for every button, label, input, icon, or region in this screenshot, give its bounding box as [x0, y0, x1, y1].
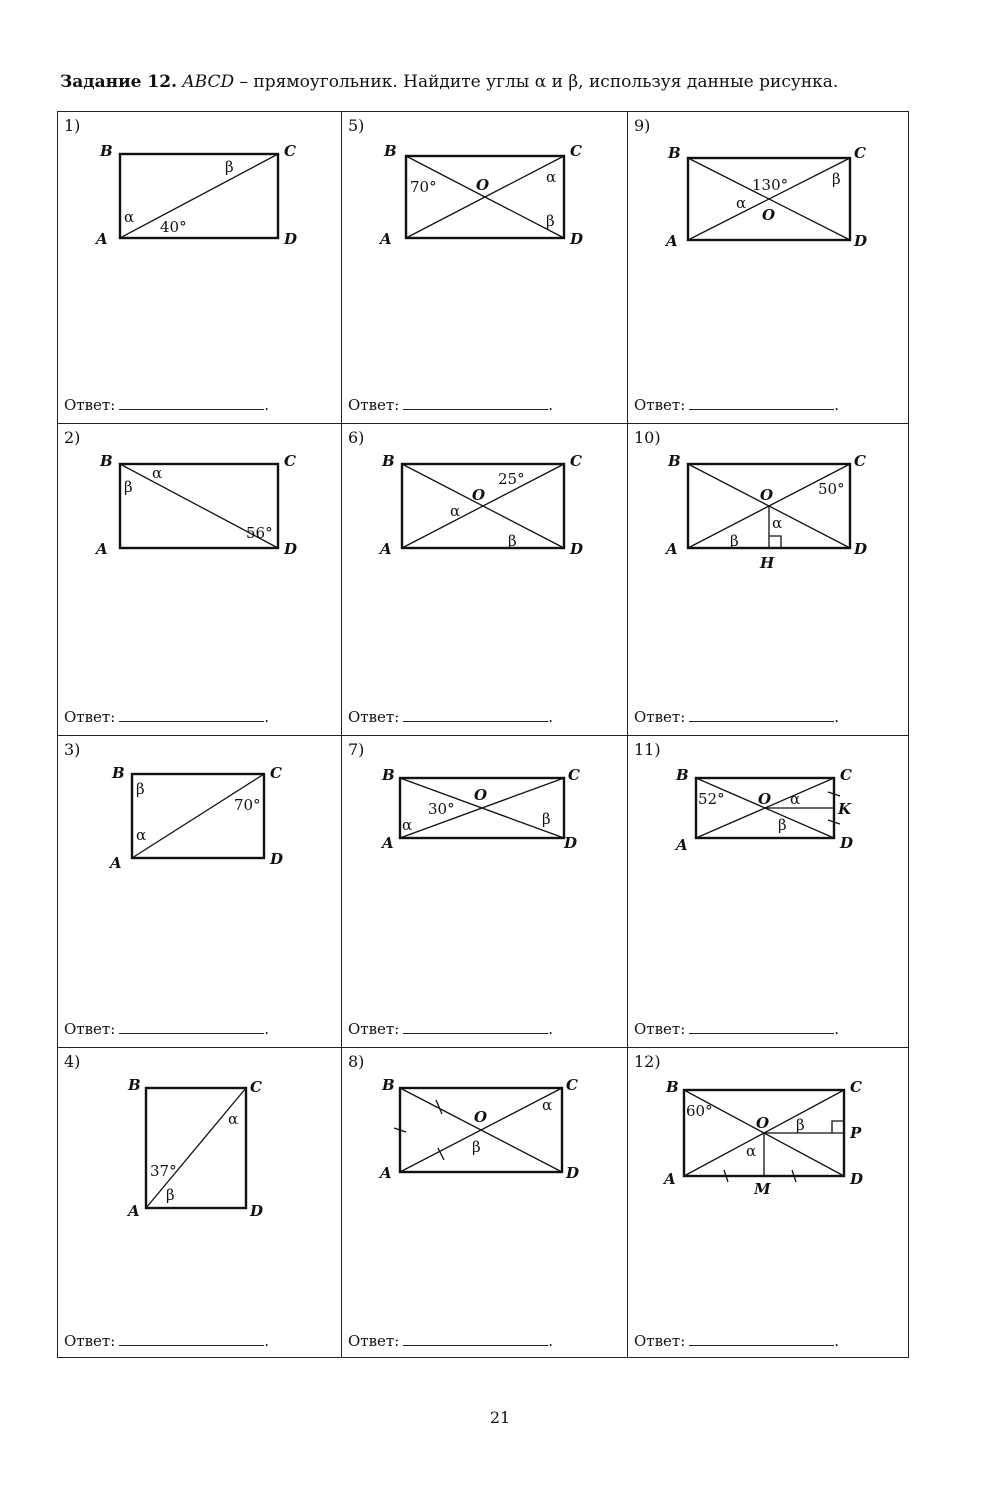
problem-number: 11): [634, 740, 661, 759]
vertex-label: O: [474, 1108, 488, 1126]
angle-label: β: [778, 816, 787, 834]
angle-label: α: [542, 1096, 553, 1114]
vertex-label: B: [666, 1078, 679, 1096]
figure-6: [342, 424, 626, 684]
vertex-label: D: [564, 834, 578, 852]
vertex-label: C: [284, 452, 296, 470]
answer-line: Ответ: .: [634, 1019, 840, 1038]
vertex-label: A: [666, 540, 678, 558]
angle-label: β: [542, 810, 551, 828]
vertex-label: B: [668, 144, 681, 162]
answer-blank[interactable]: [119, 1333, 264, 1346]
problem-2: [58, 424, 342, 736]
answer-blank[interactable]: [403, 709, 548, 722]
vertex-label: C: [840, 766, 852, 784]
figure-3: [58, 736, 342, 996]
vertex-label: C: [284, 142, 296, 160]
vertex-label: B: [128, 1076, 141, 1094]
problem-3: [58, 736, 342, 1048]
angle-label: β: [832, 170, 841, 188]
angle-label: 130°: [752, 176, 789, 194]
angle-label: α: [136, 826, 147, 844]
angle-label: α: [772, 514, 783, 532]
answer-line: Ответ: .: [634, 1331, 840, 1350]
figure-9: [628, 112, 912, 372]
problem-8: [342, 1048, 626, 1360]
angle-label: β: [124, 478, 133, 496]
vertex-label: B: [676, 766, 689, 784]
answer-blank[interactable]: [689, 397, 834, 410]
problem-1: [58, 112, 342, 424]
vertex-label: A: [96, 540, 108, 558]
vertex-label: D: [854, 232, 868, 250]
problem-number: 9): [634, 116, 651, 135]
answer-blank[interactable]: [119, 397, 264, 410]
vertex-label: C: [250, 1078, 262, 1096]
problem-7: [342, 736, 626, 1048]
vertex-label: C: [566, 1076, 578, 1094]
answer-line: Ответ: .: [348, 395, 554, 414]
vertex-label: D: [570, 230, 584, 248]
angle-label: α: [228, 1110, 239, 1128]
angle-label: β: [546, 212, 555, 230]
problem-9: [628, 112, 912, 424]
angle-label: α: [124, 208, 135, 226]
problem-number: 6): [348, 428, 365, 447]
problem-grid: [57, 111, 909, 1358]
vertex-label: B: [382, 766, 395, 784]
vertex-label: B: [382, 452, 395, 470]
answer-blank[interactable]: [403, 1021, 548, 1034]
angle-label: 40°: [160, 218, 187, 236]
answer-line: Ответ: .: [348, 707, 554, 726]
problem-number: 4): [64, 1052, 81, 1071]
problem-number: 1): [64, 116, 81, 135]
problem-number: 10): [634, 428, 661, 447]
vertex-label: B: [382, 1076, 395, 1094]
figure-4: [58, 1048, 342, 1308]
vertex-label: D: [854, 540, 868, 558]
angle-label: α: [152, 464, 163, 482]
answer-line: Ответ: .: [348, 1331, 554, 1350]
task-text: – прямоугольник. Найдите углы α и β, используя данные рисунка.: [234, 72, 839, 92]
answer-blank[interactable]: [119, 709, 264, 722]
angle-label: β: [730, 532, 739, 550]
figure-2: [58, 424, 342, 684]
vertex-label: O: [756, 1114, 770, 1132]
vertex-label: A: [380, 540, 392, 558]
figure-10: [628, 424, 912, 684]
vertex-label: O: [760, 486, 774, 504]
vertex-label: D: [566, 1164, 580, 1182]
angle-label: β: [136, 780, 145, 798]
vertex-label: B: [100, 452, 113, 470]
figure-12: [628, 1048, 912, 1308]
vertex-label: C: [570, 452, 582, 470]
answer-line: Ответ: .: [64, 1019, 270, 1038]
angle-label: 70°: [234, 796, 261, 814]
answer-line: Ответ: .: [348, 1019, 554, 1038]
problem-10: [628, 424, 912, 736]
vertex-label: B: [384, 142, 397, 160]
task-heading: [60, 72, 838, 92]
angle-label: α: [402, 816, 413, 834]
vertex-label: A: [664, 1170, 676, 1188]
task-label: Задание 12.: [60, 72, 177, 92]
angle-label: α: [746, 1142, 757, 1160]
problem-number: 2): [64, 428, 81, 447]
answer-blank[interactable]: [403, 1333, 548, 1346]
answer-blank[interactable]: [689, 1333, 834, 1346]
angle-label: β: [796, 1116, 805, 1134]
answer-blank[interactable]: [689, 1021, 834, 1034]
answer-line: Ответ: .: [64, 395, 270, 414]
vertex-label: C: [854, 144, 866, 162]
vertex-label: H: [760, 554, 775, 572]
figure-11: [628, 736, 912, 996]
problem-number: 5): [348, 116, 365, 135]
angle-label: 37°: [150, 1162, 177, 1180]
problem-number: 7): [348, 740, 365, 759]
angle-label: 52°: [698, 790, 725, 808]
angle-label: α: [790, 790, 801, 808]
vertex-label: D: [250, 1202, 264, 1220]
angle-label: β: [508, 532, 517, 550]
answer-line: Ответ: .: [64, 1331, 270, 1350]
angle-label: 25°: [498, 470, 525, 488]
problem-11: [628, 736, 912, 1048]
vertex-label: A: [382, 834, 394, 852]
vertex-label: O: [758, 790, 772, 808]
angle-label: α: [736, 194, 747, 212]
vertex-label: C: [568, 766, 580, 784]
vertex-label: D: [270, 850, 284, 868]
vertex-label: A: [128, 1202, 140, 1220]
problem-number: 12): [634, 1052, 661, 1071]
problem-12: [628, 1048, 912, 1360]
problem-5: [342, 112, 626, 424]
angle-label: 50°: [818, 480, 845, 498]
vertex-label: B: [668, 452, 681, 470]
angle-label: β: [472, 1138, 481, 1156]
vertex-label: D: [570, 540, 584, 558]
angle-label: 30°: [428, 800, 455, 818]
vertex-label: P: [850, 1124, 862, 1142]
figure-1: [58, 112, 342, 372]
answer-line: Ответ: .: [634, 395, 840, 414]
figure-7: [342, 736, 626, 996]
angle-label: 70°: [410, 178, 437, 196]
vertex-label: M: [754, 1180, 771, 1198]
problem-6: [342, 424, 626, 736]
vertex-label: C: [270, 764, 282, 782]
vertex-label: O: [762, 206, 776, 224]
angle-label: β: [225, 158, 234, 176]
vertex-label: A: [380, 1164, 392, 1182]
angle-label: 60°: [686, 1102, 713, 1120]
vertex-label: D: [284, 230, 298, 248]
problem-number: 3): [64, 740, 81, 759]
vertex-label: C: [570, 142, 582, 160]
vertex-label: A: [676, 836, 688, 854]
vertex-label: A: [380, 230, 392, 248]
vertex-label: D: [850, 1170, 864, 1188]
angle-label: α: [546, 168, 557, 186]
vertex-label: D: [840, 834, 854, 852]
vertex-label: C: [854, 452, 866, 470]
vertex-label: C: [850, 1078, 862, 1096]
angle-label: α: [450, 502, 461, 520]
page-number: 21: [489, 1408, 511, 1427]
rect-name: ABCD: [182, 72, 235, 92]
vertex-label: K: [838, 800, 852, 818]
answer-line: Ответ: .: [634, 707, 840, 726]
answer-line: Ответ: .: [64, 707, 270, 726]
vertex-label: O: [472, 486, 486, 504]
answer-blank[interactable]: [689, 709, 834, 722]
vertex-label: O: [476, 176, 490, 194]
vertex-label: A: [666, 232, 678, 250]
figure-5: [342, 112, 626, 372]
answer-blank[interactable]: [119, 1021, 264, 1034]
problem-number: 8): [348, 1052, 365, 1071]
vertex-label: O: [474, 786, 488, 804]
angle-label: β: [166, 1186, 175, 1204]
problem-4: [58, 1048, 342, 1360]
vertex-label: B: [100, 142, 113, 160]
angle-label: 56°: [246, 524, 273, 542]
vertex-label: D: [284, 540, 298, 558]
vertex-label: B: [112, 764, 125, 782]
figure-8: [342, 1048, 626, 1308]
vertex-label: A: [110, 854, 122, 872]
vertex-label: A: [96, 230, 108, 248]
answer-blank[interactable]: [403, 397, 548, 410]
